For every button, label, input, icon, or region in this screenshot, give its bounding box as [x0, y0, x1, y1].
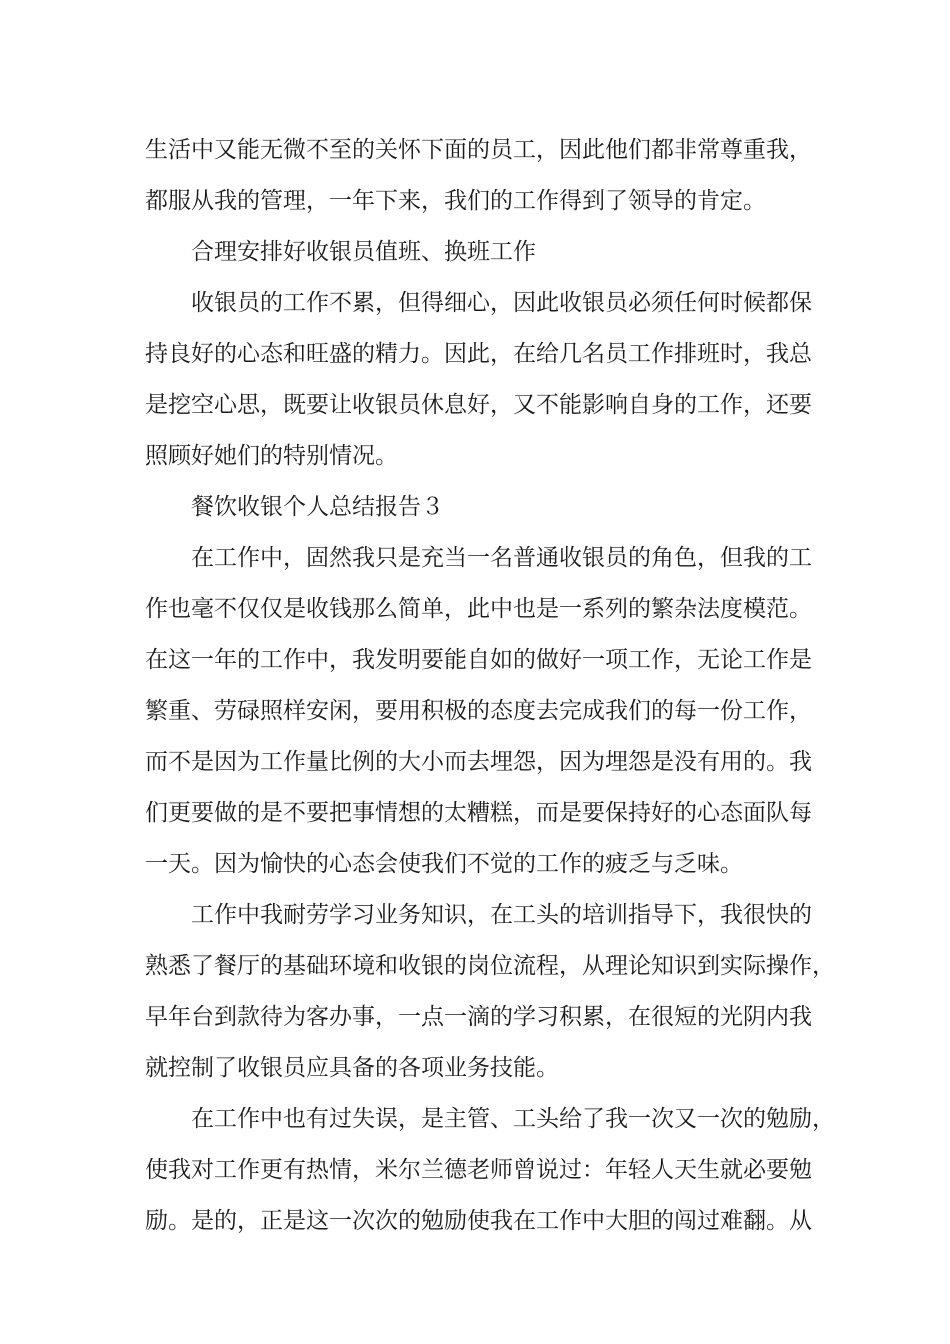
section-heading: 餐饮收银个人总结报告３	[191, 494, 444, 520]
text-line: 使我对工作更有热情，米尔兰德老师曾说过：年轻人天生就必要勉	[145, 1157, 812, 1183]
text-line: 励。是的，正是这一次次的勉励使我在工作中大胆的闯过难翻。从	[145, 1208, 812, 1234]
text-line: 熟悉了餐厅的基础环境和收银的岗位流程，从理论知识到实际操作，	[145, 953, 835, 979]
section-heading: 合理安排好收银员值班、换班工作	[191, 239, 536, 265]
text-line: 们更要做的是不要把事情想的太糟糕，而是要保持好的心态面队每	[145, 800, 812, 826]
text-line: 繁重、劳碌照样安闲，要用积极的态度去完成我们的每一份工作，	[145, 698, 812, 724]
text-line: 生活中又能无微不至的关怀下面的员工，因此他们都非常尊重我，	[145, 137, 812, 163]
text-line: 作也毫不仅仅是收钱那么简单，此中也是一系列的繁杂法度模范。	[145, 596, 812, 622]
text-line: 一天。因为愉快的心态会使我们不觉的工作的疲乏与乏味。	[145, 851, 743, 877]
text-line: 在这一年的工作中，我发明要能自如的做好一项工作，无论工作是	[145, 647, 812, 673]
text-line: 在工作中，固然我只是充当一名普通收银员的角色，但我的工	[191, 545, 812, 571]
text-line: 是挖空心思，既要让收银员休息好，又不能影响自身的工作，还要	[145, 392, 812, 418]
text-line: 都服从我的管理，一年下来，我们的工作得到了领导的肯定。	[145, 188, 766, 214]
text-line: 照顾好她们的特别情况。	[145, 443, 398, 469]
text-line: 持良好的心态和旺盛的精力。因此，在给几名员工作排班时，我总	[145, 341, 812, 367]
text-line: 而不是因为工作量比例的大小而去埋怨，因为埋怨是没有用的。我	[145, 749, 812, 775]
text-line: 收银员的工作不累，但得细心，因此收银员必须任何时候都保	[191, 290, 812, 316]
text-line: 早年台到款待为客办事，一点一滴的学习积累，在很短的光阴内我	[145, 1004, 812, 1030]
text-line: 就控制了收银员应具备的各项业务技能。	[145, 1055, 559, 1081]
text-line: 工作中我耐劳学习业务知识，在工头的培训指导下，我很快的	[191, 902, 812, 928]
text-line: 在工作中也有过失误，是主管、工头给了我一次又一次的勉励，	[191, 1106, 835, 1132]
